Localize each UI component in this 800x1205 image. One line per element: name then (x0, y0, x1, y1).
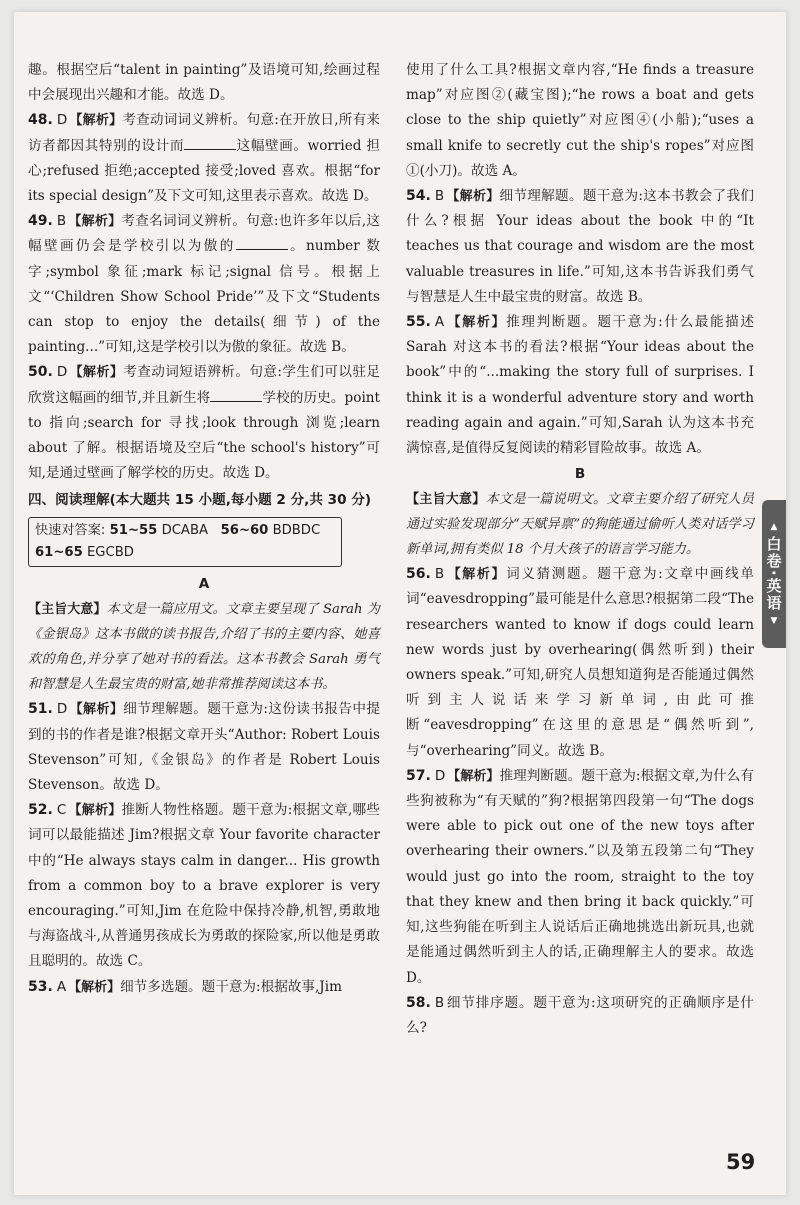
item-54: 54. B 【解析】细节理解题。题干意为:这本书教会了我们什么?根据 Your ideas about the book 中的“It teaches us that courage and wisdom are the most valuable treasures in life.”可知,这本书告诉我们勇气与智慧是人生中最宝贵的财富。故选 B。 (406, 188, 754, 305)
gist-a: 【主旨大意】本文是一篇应用文。文章主要呈现了 Sarah 为《金银岛》这本书做的读书报告,介绍了书的主要内容、她喜欢的角色,并分享了她对书的看法。这本书教会 Sarah 勇气和智慧是人生最宝贵的财富,她非常推荐阅读这本书。 (28, 602, 380, 693)
item-55: 55. A 【解析】推理判断题。题干意为:什么最能描述 Sarah 对这本书的看法?根据“Your ideas about the book”中的“...making the story full of surprises. I think it is a wonderful adventure story and worth reading again and again.”可知,Sarah 认为这本书充满惊喜,是值得反复阅读的精彩冒险故事。故选 A。 (406, 314, 754, 457)
item-51: 51. D 【解析】细节理解题。题干意为:这份读书报告中提到的书的作者是谁?根据文章开头“Author: Robert Louis Stevenson”可知,《金银岛》的作者是 Robert Louis Stevenson。故选 D。 (28, 701, 380, 794)
section-heading: 四、阅读理解(本大题共 15 小题,每小题 2 分,共 30 分) (28, 492, 372, 509)
triangle-down-icon: ▼ (770, 615, 778, 626)
item-56: 56. B 【解析】词义猜测题。题干意为:文章中画线单词“eavesdropping”最可能是什么意思?根据第二段“The researchers wanted to know if dogs could learn new words just by overhearing(偶然听到) their owners speak.”可知,研究人员想知道狗是否能通过偶然听到主人说话来学习新单词,由此可推断“eavesdropping”在这里的意思是“偶然听到”,与“overhearing”同义。故选 B。 (406, 566, 754, 759)
item-57: 57. D 【解析】推理判断题。题干意为:根据文章,为什么有些狗被称为“有天赋的”狗?根据第四段第一句“The dogs were able to pick out one of the new toys after overhearing their owners.”以及第五段第二句“They would just go into the room, straight to the toy that they knew and then bring it back quickly.”可知,这些狗能在听到主人说话后正确地挑选出新玩具,也就是能通过偶然听到主人的话,正确理解主人的要求。故选 D。 (406, 767, 754, 986)
item-49: 49. B 【解析】考查名词词义辨析。句意:也许多年以后,这幅壁画仍会是学校引以为傲的 。number 数字;symbol 象征;mark 标记;signal 信号。根据上文“‘Children Show School Pride’”及下文“Students can stop to enjoy the details(细节) of the painting...”可知,这是学校引以为傲的象征。故选 B。 (28, 213, 381, 356)
triangle-up-icon: ▲ (770, 522, 778, 533)
passage-a-heading: A (198, 576, 210, 593)
passage-b-heading: B (574, 466, 586, 483)
item-53-continued: 使用了什么工具?根据文章内容,“He finds a treasure map”对应图②(藏宝图);“he rows a boat and gets close to the ship quietly”对应图④(小船);“uses a small knife to secretly cut the ship's ropes”对应图①(小刀)。故选 A。 (406, 62, 754, 179)
answer-blank (236, 235, 288, 250)
item-50: 50. D 【解析】考查动词短语辨析。句意:学生们可以驻足欣赏这幅画的细节,并且新生将 学校的历史。point to 指向;search for 寻找;look through 浏览;learn about 了解。根据语境及空后“the school's history”可知,是通过壁画了解学校的历史。故选 D。 (28, 364, 381, 482)
item-58: 58. B 细节排序题。题干意为:这项研究的正确顺序是什么? (406, 994, 754, 1036)
item-52: 52. C 【解析】推断人物性格题。题干意为:根据文章,哪些词可以最能描述 Jim?根据文章 Your favorite character 中的“He always stays calm in danger... His growth from a common boy to a brave explorer is very encouraging.”可知,Jim 在危险中保持冷静,机智,勇敢地与海盗战斗,从普通男孩成长为勇敢的探险家,所以他是勇敢且聪明的。故选 C。 (28, 802, 380, 970)
answer-page (14, 12, 786, 1195)
quick-answer-box: 快速对答案: 51~55 DCABA 56~60 BDBDC 61~65 EGCBD (28, 517, 342, 567)
left-column (28, 58, 380, 1000)
item-53: 53. A 【解析】细节多选题。题干意为:根据故事,Jim (28, 978, 342, 995)
answer-blank (184, 135, 236, 150)
answer-blank (210, 387, 262, 402)
subject-side-tab[interactable] (762, 500, 786, 648)
page-number: 59 (726, 1150, 756, 1174)
right-column (406, 58, 754, 1041)
item-48: 48. D 【解析】考查动词词义辨析。句意:在开放日,所有来访者都因其特别的设计而 这幅壁画。worried 担心;refused 拒绝;accepted 接受;loved 喜欢。根据“for its special design”及下文可知,这里表示喜欢。故选 D。 (28, 112, 381, 205)
side-tab-label: 白卷·英语 (764, 536, 783, 612)
intro-paragraph: 趣。根据空后“talent in painting”及语境可知,绘画过程中会展现出兴趣和才能。故选 D。 (28, 62, 380, 104)
gist-b: 【主旨大意】本文是一篇说明文。文章主要介绍了研究人员通过实验发现部分“天赋异禀”的狗能通过偷听人类对话学习新单词,拥有类似 18 个月大孩子的语言学习能力。 (406, 492, 754, 558)
